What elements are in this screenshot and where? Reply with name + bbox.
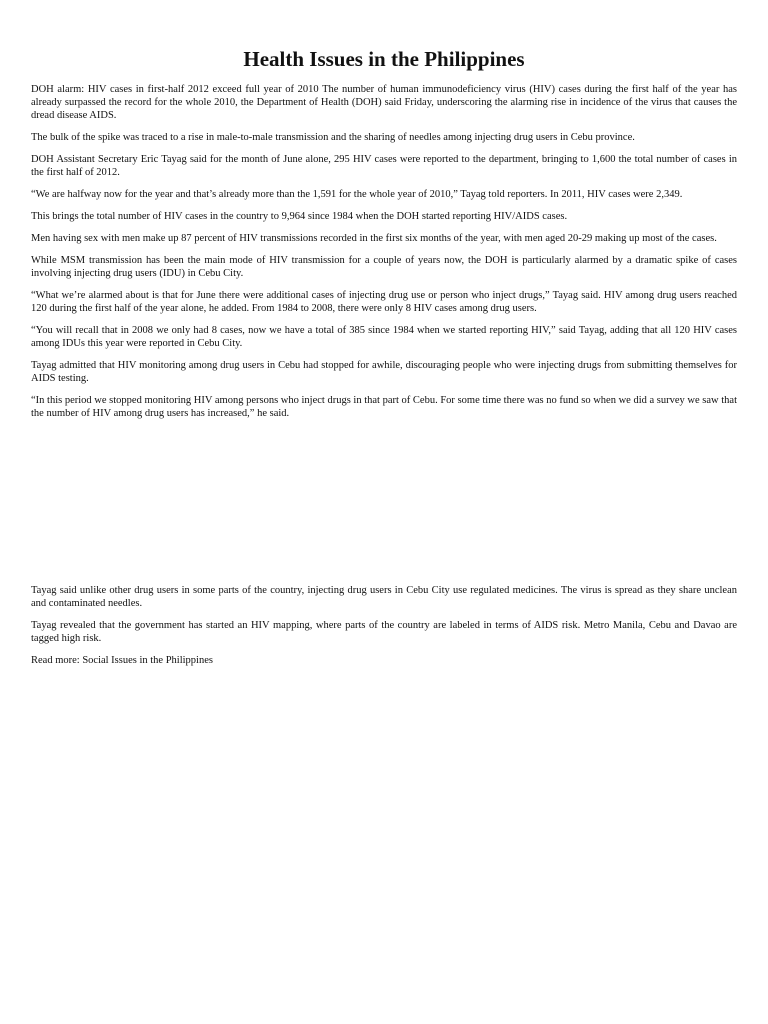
paragraph-june-cases: DOH Assistant Secretary Eric Tayag said for the month of June alone, 295 HIV cases were reported to the department, bringing to 1,600 the total number of cases in the first half of 2012. — [31, 154, 737, 178]
paragraph-alarmed-quote: “What we’re alarmed about is that for June there were additional cases of injecting drug use or person who inject drugs,” Tayag said. HIV among drug users reached 120 during the first half of the year alone, he added. From 1984 to 2008, there were only 8 HIV cases among drug users. — [31, 290, 737, 314]
paragraph-hiv-mapping: Tayag revealed that the government has started an HIV mapping, where parts of the country are labeled in terms of AIDS risk. Metro Manila, Cebu and Davao are tagged high risk. — [31, 620, 737, 644]
paragraph-2008-quote: “You will recall that in 2008 we only had 8 cases, now we have a total of 385 since 1984 when we started reporting HIV,” said Tayag, adding that all 120 HIV cases among IDUs this year were reported in Cebu City. — [31, 325, 737, 349]
paragraph-spike-source: The bulk of the spike was traced to a rise in male-to-male transmission and the sharing of needles among injecting drug users in Cebu province. — [31, 132, 635, 143]
paragraph-idu-spike: While MSM transmission has been the main mode of HIV transmission for a couple of years now, the DOH is particularly alarmed by a dramatic spike of cases involving injecting drug users (IDU) in Cebu City. — [31, 255, 737, 279]
read-more-link[interactable]: Read more: Social Issues in the Philippines — [31, 655, 213, 666]
paragraph-survey-quote: “In this period we stopped monitoring HIV among persons who inject drugs in that part of Cebu. For some time there was no fund so when we did a survey we saw that the number of HIV among drug users has increased,” he said. — [31, 395, 737, 419]
document-title: Health Issues in the Philippines — [243, 47, 525, 71]
paragraph-regulated-medicines: Tayag said unlike other drug users in some parts of the country, injecting drug users in Cebu City use regulated medicines. The virus is spread as they share unclean and contaminated needles. — [31, 585, 737, 609]
paragraph-msm-percent: Men having sex with men make up 87 percent of HIV transmissions recorded in the first six months of the year, with men aged 20-29 making up most of the cases. — [31, 233, 717, 244]
paragraph-total-cases: This brings the total number of HIV cases in the country to 9,964 since 1984 when the DOH started reporting HIV/AIDS cases. — [31, 211, 568, 222]
paragraph-doh-alarm: DOH alarm: HIV cases in first-half 2012 exceed full year of 2010 The number of human immunodeficiency virus (HIV) cases during the first half of the year has already surpassed the record for the whole 2010, the Department of Health (DOH) said Friday, underscoring the alarming rise in incidence of the virus that causes the dread disease AIDS. — [31, 84, 737, 121]
paragraph-halfway-quote: “We are halfway now for the year and that’s already more than the 1,591 for the whole year of 2010,” Tayag told reporters. In 2011, HIV cases were 2,349. — [31, 189, 683, 200]
article-body-top — [31, 83, 737, 429]
paragraph-monitoring-stopped: Tayag admitted that HIV monitoring among drug users in Cebu had stopped for awhile, discouraging people who were injecting drugs from submitting themselves for AIDS testing. — [31, 360, 737, 384]
article-body-bottom — [31, 584, 737, 676]
